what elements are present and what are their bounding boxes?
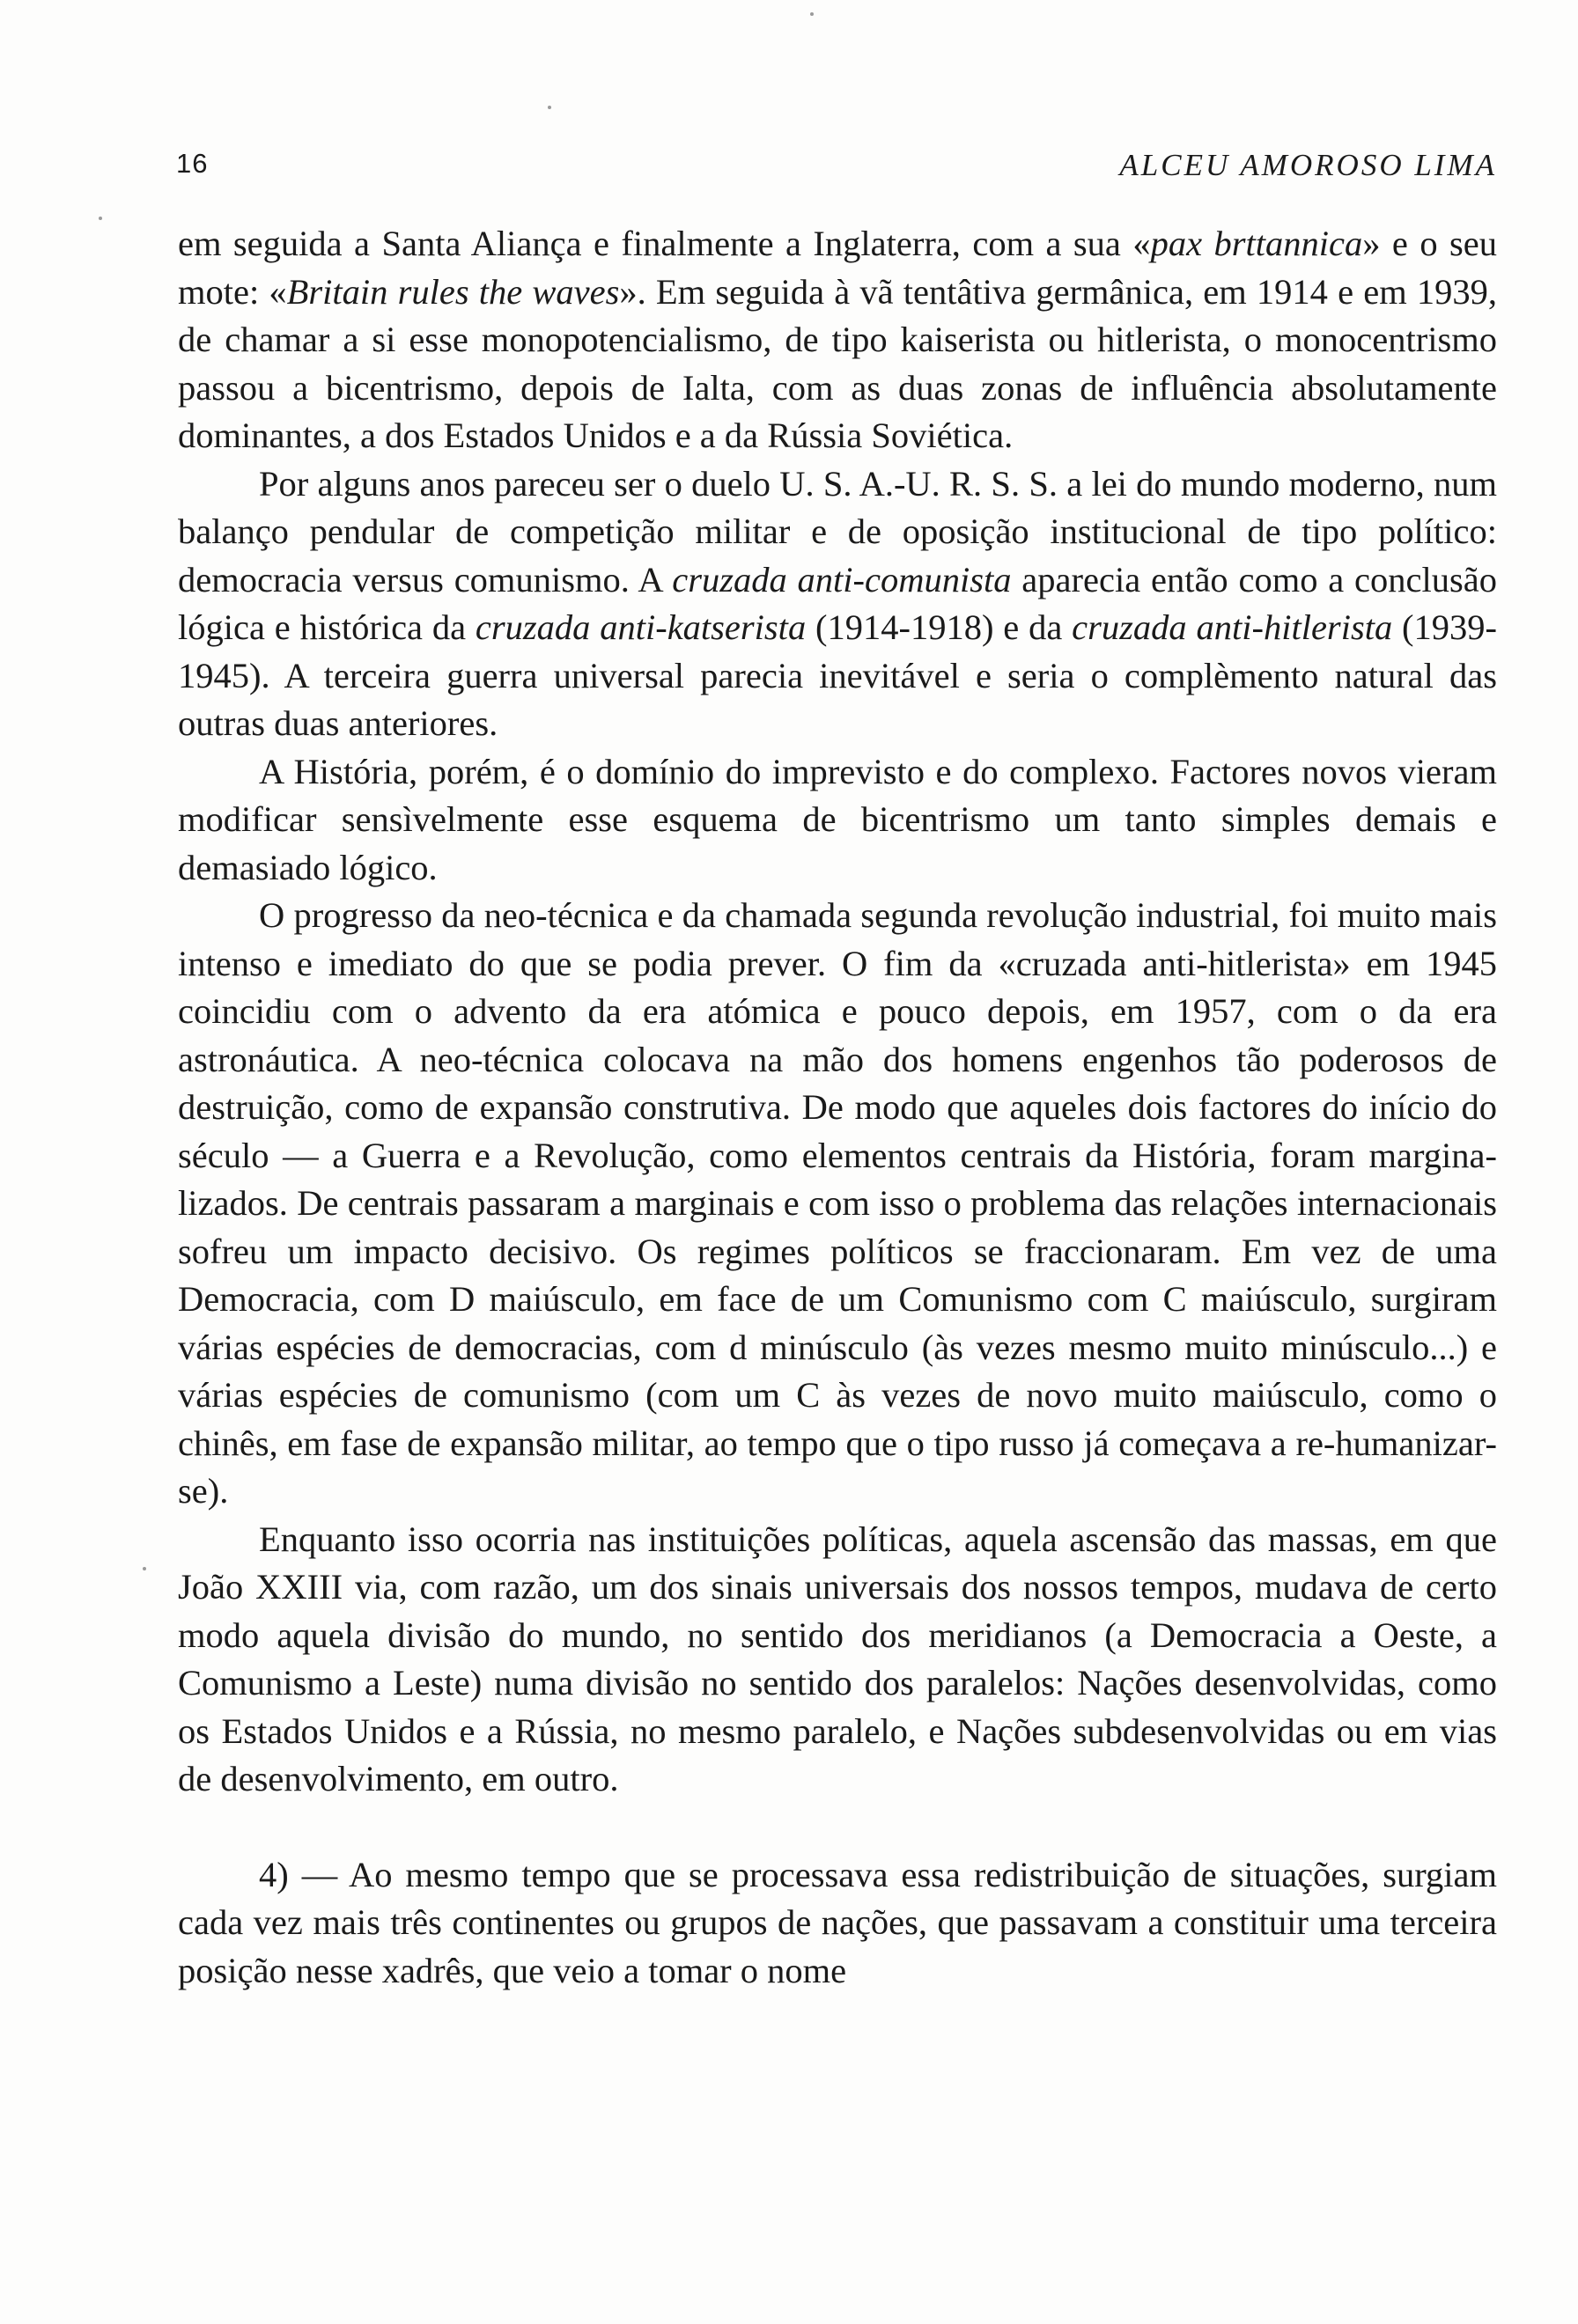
paragraph	[178, 460, 1497, 748]
paragraph-text: em seguida a Santa Aliança e finalmente a Inglaterra, com a sua «	[178, 224, 1151, 263]
page-number: 16	[176, 148, 209, 179]
speck-mark	[810, 12, 814, 16]
body-text	[178, 220, 1497, 1995]
speck-mark	[99, 217, 102, 220]
paragraph-text: ». Em seguida à vã tentâtiva germânica, em 1914 e em 1939, de chamar a si esse monopotencialismo, de tipo kaiserista ou hitlerista, o monocentrismo passou a bicentrismo, depois de Ialta, com as duas zonas de influência absolutamente dominantes, a dos Estados Unidos e a da Rússia Soviética.	[178, 271, 1498, 455]
italic-text: cruzada anti-hitlerista	[1072, 607, 1393, 647]
paragraph-text: (1939-1945). A terceira guerra universal parecia inevitável e seria o complèmento natural das outras duas anteriores.	[178, 607, 1498, 743]
paragraph-text: » e o seu mote: «	[178, 224, 1497, 312]
paragraph-text: Por alguns anos pareceu ser o duelo U. S. A.-U. R. S. S. a lei do mundo moderno, num balanço pendular de competição militar e de oposição institucional de tipo político: democracia versus comunismo. A	[178, 463, 1497, 599]
paragraph	[178, 220, 1497, 460]
running-head	[176, 148, 1497, 192]
speck-mark	[143, 1567, 146, 1570]
paragraph-text: Enquanto isso ocorria nas instituições políticas, aquela ascensão das massas, em que João XXIII via, com razão, um dos sinais universais dos nossos tempos, mudava de certo modo aquela divisão do mundo, no sentido dos meridianos (a Democracia a Oeste, a Comunismo a Leste) numa divisão no sentido dos paralelos: Nações desenvolvidas, como os Estados Unidos e a Rússia, no mesmo paralelo, e Nações subdesenvolvidas ou em vias de desenvolvimento, em outro.	[178, 1519, 1497, 1798]
paragraph	[178, 1516, 1497, 1804]
speck-mark	[548, 106, 551, 109]
running-head-author: ALCEU AMOROSO LIMA	[1119, 148, 1497, 182]
paragraph-text: aparecia então como a conclusão lógica e histórica da	[178, 559, 1497, 647]
paragraph	[178, 892, 1497, 1516]
paragraph-text: A História, porém, é o domínio do imprevisto e do complexo. Factores novos vieram modificar sensìvelmente esse esquema de bicentrismo um tanto simples demais e demasiado lógico.	[178, 751, 1497, 887]
paragraph-text: (1914-1918) e da	[806, 607, 1073, 647]
italic-text: Britain rules the waves	[286, 271, 620, 312]
paragraph-text: 4) — Ao mesmo tempo que se processava essa redistribuição de situações, surgiam cada vez mais três continentes ou grupos de nações, que passavam a constituir uma terceira posição nesse xadrês, que veio a tomar o nome	[178, 1854, 1497, 1990]
paragraph-text: O progresso da neo-técnica e da chamada segunda revolução industrial, foi muito mais intenso e imediato do que se podia prever. O fim da «cruzada anti-hitlerista» em 1945 coincidiu com o advento da era atómica e pouco depois, em 1957, com o da era astronáutica. A neo-técnica colocava na mão dos homens engenhos tão poderosos de destruição, como de expansão construtiva. De modo que aqueles dois factores do início do século — a Guerra e a Revolução, como elementos centrais da História, foram marginalizados. De centrais passaram a marginais e com isso o problema das relações internacionais sofreu um impacto decisivo. Os regimes políticos se fraccionaram. Em vez de uma Democracia, com D maiúsculo, em face de um Comunismo com C maiúsculo, surgiram várias espécies de democracias, com d minúsculo (às vezes mesmo muito minúsculo...) e várias espécies de comunismo (com um C às vezes de novo muito maiúsculo, como o chinês, em fase de expansão militar, ao tempo que o tipo russo já começava a re-humanizar-se).	[178, 895, 1497, 1511]
italic-text: cruzada anti-katserista	[475, 607, 807, 647]
paragraph	[178, 748, 1497, 893]
italic-text: pax brttannica	[1150, 224, 1363, 263]
italic-text: cruzada anti-comunista	[672, 559, 1012, 599]
paragraph	[178, 1851, 1497, 1996]
